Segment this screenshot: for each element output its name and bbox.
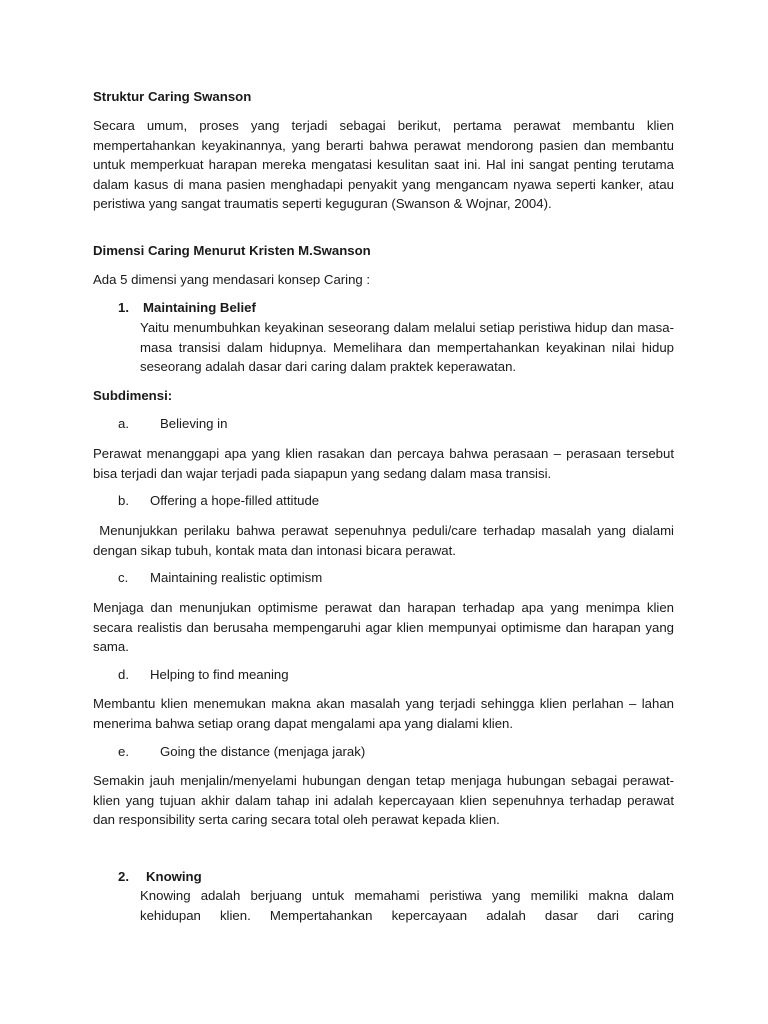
- dimension-2-title: Knowing: [146, 869, 202, 884]
- document-title: Struktur Caring Swanson: [93, 89, 252, 104]
- dimension-2-number: 2.: [118, 869, 129, 884]
- dimensions-intro: Ada 5 dimensi yang mendasari konsep Caring :: [93, 272, 371, 287]
- dimension-1-heading: [118, 298, 256, 318]
- intro-paragraph: Secara umum, proses yang terjadi sebagai berikut, pertama perawat membantu klien mempertahankan keyakinannya, yang berarti bahwa perawat mendorong pasien dan membantu untuk memperkuat harapan mereka mengatasi kesulitan saat ini. Hal ini sangat penting terutama dalam kasus di mana pasien menghadapi penyakit yang mengancam nyawa seperti kanker, atau peristiwa yang sangat traumatis seperti keguguran (Swanson & Wojnar, 2004).: [93, 118, 674, 211]
- subdimension-c-text: Menjaga dan menunjukan optimisme perawat dan harapan terhadap apa yang menimpa klien secara realistis dan berusaha mempengaruhi agar klien mempunyai optimisme dan harapan yang sama.: [93, 600, 674, 654]
- subdimension-c-heading: [118, 568, 322, 588]
- subdimension-d-text: Membantu klien menemukan makna akan masalah yang terjadi sehingga klien perlahan – lahan menerima bahwa setiap orang dapat mengalami apa yang dialami klien.: [93, 696, 674, 731]
- subdimension-e-title: Going the distance (menjaga jarak): [160, 744, 366, 759]
- subdimension-b-title: Offering a hope-filled attitude: [150, 493, 320, 508]
- subdimension-b-text: Menunjukkan perilaku bahwa perawat sepenuhnya peduli/care terhadap masalah yang dialami dengan sikap tubuh, kontak mata dan intonasi bicara perawat.: [93, 523, 678, 558]
- subdimension-e-text: Semakin jauh menjalin/menyelami hubungan dengan tetap menjaga hubungan sebagai perawat-klien yang tujuan akhir dalam tahap ini adalah kepercayaan klien sepenuhnya terhadap perawat dan responsibility serta caring secara total oleh perawat kepada klien.: [93, 773, 674, 827]
- subdimension-d-letter: d.: [118, 667, 129, 682]
- dimension-1-title: Maintaining Belief: [143, 300, 256, 315]
- subdimensions-heading: Subdimensi:: [93, 388, 173, 403]
- subdimension-c-title: Maintaining realistic optimism: [150, 570, 323, 585]
- subdimension-a-title: Believing in: [160, 416, 228, 431]
- subdimension-a-text: Perawat menanggapi apa yang klien rasakan dan percaya bahwa perasaan – perasaan tersebut bisa terjadi dan wajar terjadi pada siapapun yang sedang dalam masa transisi.: [93, 446, 674, 481]
- subdimension-d-heading: [118, 665, 289, 685]
- dimension-1-description: Yaitu menumbuhkan keyakinan seseorang dalam melalui setiap peristiwa hidup dan masa-masa transisi dalam hidupnya. Memelihara dan mempertahankan keyakinan nilai hidup seseorang adalah dasar dari caring dalam praktek keperawatan.: [140, 320, 674, 374]
- subdimension-e-letter: e.: [118, 744, 129, 759]
- dimension-1-number: 1.: [118, 300, 129, 315]
- subdimension-a-heading: [118, 414, 227, 434]
- subdimension-b-letter: b.: [118, 493, 129, 508]
- subdimension-c-letter: c.: [118, 570, 129, 585]
- dimensions-heading: Dimensi Caring Menurut Kristen M.Swanson: [93, 243, 371, 258]
- dimension-2-description: Knowing adalah berjuang untuk memahami peristiwa yang memiliki makna dalam kehidupan klien. Mempertahankan kepercayaan adalah dasar dari caring: [140, 888, 674, 923]
- subdimension-d-title: Helping to find meaning: [150, 667, 289, 682]
- dimension-2-heading: [118, 867, 202, 887]
- subdimension-e-heading: [118, 742, 365, 762]
- subdimension-a-letter: a.: [118, 416, 129, 431]
- subdimension-b-heading: [118, 491, 319, 511]
